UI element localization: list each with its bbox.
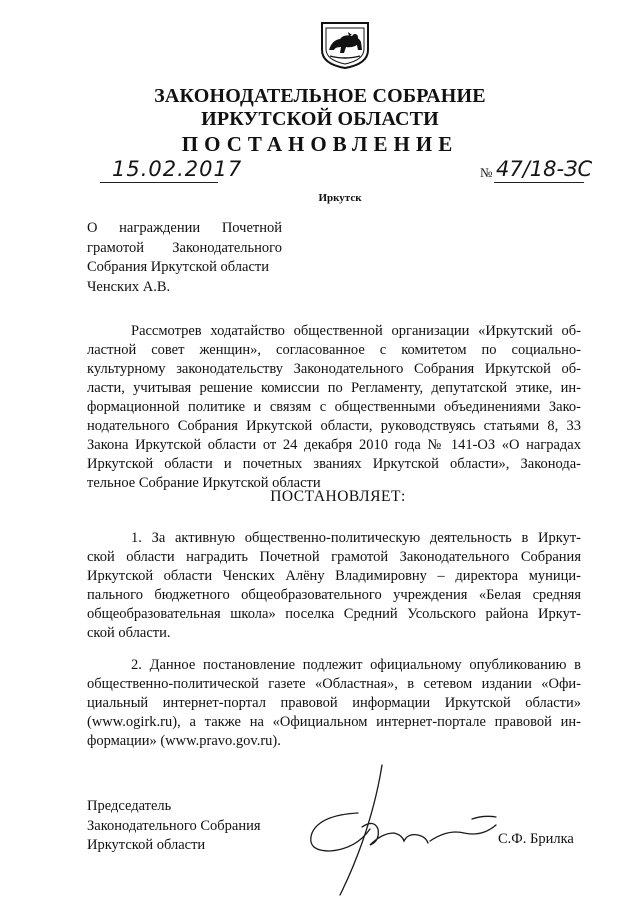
document-date: 15.02.2017 bbox=[112, 157, 243, 181]
number-underline bbox=[494, 182, 584, 183]
text-line: общественно-политической газете «Областная», в сетевом издании «Офи- bbox=[87, 676, 581, 692]
organization-name-line2: ИРКУТСКОЙ ОБЛАСТИ bbox=[201, 108, 439, 130]
text-line: Иркутской области Ченских Алёну Владимировну – директора муници- bbox=[87, 568, 581, 584]
date-underline bbox=[100, 182, 218, 183]
text-line: ласти, учитывая решение комиссии по Регламенту, депутатской этике, ин- bbox=[87, 380, 581, 396]
text-line: (www.ogirk.ru), а также на «Официальном интернет-портале правовой ин- bbox=[87, 714, 581, 730]
signer-title-line: Законодательного Собрания bbox=[87, 817, 261, 834]
subject-line: грамотой Законодательного bbox=[87, 239, 282, 256]
text-line: Закона Иркутской области от 24 декабря 2010 года № 141-ОЗ «О наградах bbox=[87, 437, 581, 453]
text-line: тельное Собрание Иркутской области bbox=[87, 475, 321, 491]
text-line: ской области наградить Почетной грамотой Законодательного Собрания bbox=[87, 549, 581, 565]
document-type: ПОСТАНОВЛЕНИЕ bbox=[181, 132, 459, 156]
text-line: нодательного Собрания Иркутской области, руководствуясь статьями 8, 33 bbox=[87, 418, 581, 434]
text-line: 2. Данное постановление подлежит официальному опубликованию в bbox=[131, 657, 581, 673]
subject-line: Ченских А.В. bbox=[87, 278, 171, 295]
text-line: Иркутской области и почетных званиях Иркутской области», Законода- bbox=[87, 456, 581, 472]
organization-name-line1: ЗАКОНОДАТЕЛЬНОЕ СОБРАНИЕ bbox=[154, 85, 486, 107]
document-subject bbox=[87, 219, 282, 297]
preamble-paragraph bbox=[87, 322, 581, 493]
decision-paragraph-1 bbox=[87, 529, 581, 643]
number-label: № bbox=[480, 165, 493, 180]
text-line: ской области. bbox=[87, 625, 171, 641]
text-line: формации» (www.pravo.gov.ru). bbox=[87, 733, 281, 749]
decree-word: ПОСТАНОВЛЯЕТ: bbox=[270, 488, 406, 505]
text-line: культурному законодательству Законодательного Собрания Иркутской об- bbox=[87, 361, 581, 377]
text-line: формационной политике и связям с общественными объединениями Зако- bbox=[87, 399, 581, 415]
decision-paragraph-2 bbox=[87, 656, 581, 751]
coat-of-arms-emblem bbox=[318, 20, 372, 70]
signer-title-line: Иркутской области bbox=[87, 837, 206, 853]
text-line: общеобразовательная школа» поселка Средний Усольского района Иркут- bbox=[87, 606, 581, 622]
text-line: 1. За активную общественно-политическую деятельность в Иркут- bbox=[131, 530, 581, 546]
text-line: циальный интернет-портал правовой информации Иркутской области» bbox=[87, 695, 581, 711]
handwritten-signature bbox=[300, 763, 500, 903]
subject-line: Собрания Иркутской области bbox=[87, 259, 269, 275]
signer-title bbox=[87, 797, 261, 856]
text-line: ластной совет женщин», согласованное с комитетом по социально- bbox=[87, 342, 581, 358]
city: Иркутск bbox=[318, 192, 362, 204]
text-line: пального бюджетного общеобразовательного учреждения «Белая средняя bbox=[87, 587, 581, 603]
subject-line: О награждении Почетной bbox=[87, 220, 282, 236]
text-line: Рассмотрев ходатайство общественной организации «Иркутский об- bbox=[131, 323, 581, 339]
signer-title-line: Председатель bbox=[87, 798, 172, 814]
signer-name: С.Ф. Брилка bbox=[498, 831, 574, 847]
document-number: 47/18-ЗС bbox=[496, 157, 593, 181]
